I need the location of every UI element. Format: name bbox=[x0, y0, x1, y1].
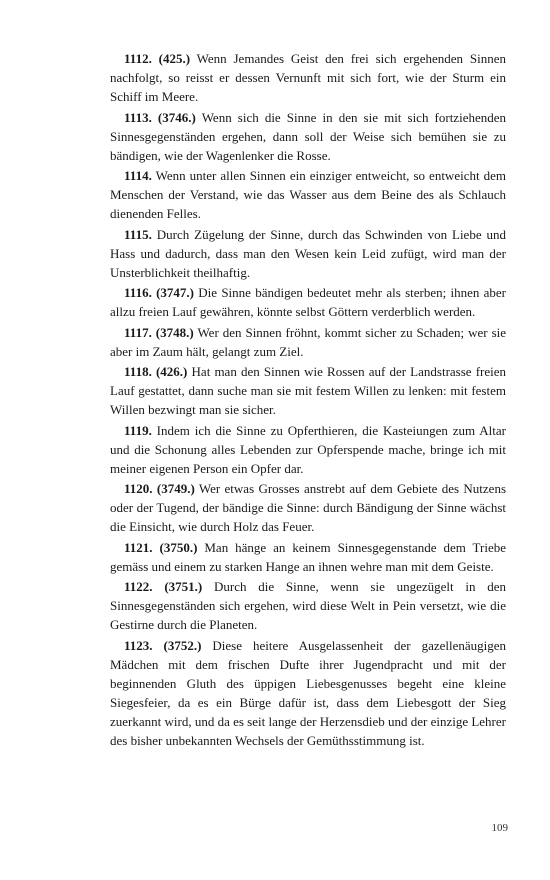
entry bbox=[110, 577, 506, 634]
entry-reference: (426.) bbox=[155, 364, 188, 379]
text-block bbox=[110, 49, 506, 751]
entry bbox=[110, 421, 506, 478]
entry-number: 1118. bbox=[124, 364, 152, 379]
entry-text: Durch die Sinne, wenn sie ungezügelt in den Sinnesgegenständen sich ergehen, wird diese Welt in Pein versetzt, wie die Gestirne durch die Planeten. bbox=[110, 579, 507, 632]
entry-number: 1121. bbox=[124, 539, 153, 555]
entry-number: 1122. bbox=[124, 579, 153, 594]
entry-reference: (3751.) bbox=[164, 579, 203, 594]
entry bbox=[110, 166, 506, 223]
entry-reference: (3750.) bbox=[159, 539, 198, 555]
entry-number: 1112. bbox=[124, 51, 152, 66]
entry-text: Man hänge an keinem Sinnesgegenstande dem Triebe gemäss und einem zu starken Hange an ihnen wehre man mit dem Geiste. bbox=[110, 539, 507, 574]
entry-text: Wenn Jemandes Geist den frei sich ergehenden Sinnen nachfolgt, so reisst er dessen Vernunft mit sich fort, wie der Sturm ein Schiff im Meere. bbox=[110, 51, 506, 104]
entry-number: 1116. bbox=[124, 285, 152, 300]
entry-number: 1120. bbox=[124, 481, 153, 496]
entry-text: Wenn unter allen Sinnen ein einziger entweicht, so entweicht dem Menschen der Verstand, wie das Wasser aus dem Beine des als Schlauch dienenden Felles. bbox=[110, 168, 506, 221]
entry bbox=[110, 362, 506, 419]
entry bbox=[110, 636, 506, 750]
entry bbox=[110, 108, 506, 165]
entry-number: 1114. bbox=[124, 168, 152, 183]
entry-text: Wer etwas Grosses anstrebt auf dem Gebiete des Nutzens oder der Tugend, der bändige die Sinne: durch Bändigung der Sinne wächst die Einsicht, wie durch Holz das Feuer. bbox=[110, 481, 507, 534]
entry bbox=[110, 538, 506, 576]
entry-reference: (3746.) bbox=[157, 109, 196, 125]
entry-text: Diese heitere Ausgelassenheit der gazellenäugigen Mädchen mit dem frischen Dufte ihrer Jugendpracht und mit der beginnenden Gluth des üppigen Liebesgenusses begeht eine kleine Siegesfeier, da es ein Bürge dafür ist, dass dem Liebesgott der Sieg zuerkannt wird, und da es seit lange der Herzensdieb und der einzige Lehrer des bisher unbekannten Wechsels der Gemüthsstimmung ist. bbox=[110, 637, 507, 748]
entry-number: 1119. bbox=[124, 422, 152, 438]
entry-reference: (3747.) bbox=[156, 285, 195, 300]
entry bbox=[110, 283, 506, 321]
entry bbox=[110, 323, 506, 361]
entry bbox=[110, 225, 506, 282]
entry-reference: (3748.) bbox=[155, 324, 194, 340]
page-number: 109 bbox=[491, 822, 508, 834]
entry-text: Indem ich die Sinne zu Opferthieren, die Kasteiungen zum Altar und die Schonung alles Lebenden zur Opferspende mache, bringe ich mit meiner eigenen Person ein Opfer dar. bbox=[110, 422, 506, 476]
entry-text: Durch Zügelung der Sinne, durch das Schwinden von Liebe und Hass und dadurch, dass man den Wesen kein Leid zufügt, wird man der Unsterblichkeit theilhaftig. bbox=[110, 226, 507, 280]
entry-text: Wer den Sinnen fröhnt, kommt sicher zu Schaden; wer sie aber im Zaum hält, gelangt zum Ziel. bbox=[110, 324, 507, 359]
entry-reference: (425.) bbox=[158, 51, 191, 66]
entry bbox=[110, 479, 506, 536]
entry-number: 1113. bbox=[124, 109, 152, 125]
entry-reference: (3752.) bbox=[163, 637, 202, 653]
entry bbox=[110, 49, 506, 106]
entry-number: 1117. bbox=[124, 324, 152, 340]
entry-text: Hat man den Sinnen wie Rossen auf der Landstrasse freien Lauf gestattet, dann suche man sie mit festem Willen zu lenken: mit festem Willen bezwingt man sie sicher. bbox=[110, 364, 506, 417]
entry-reference: (3749.) bbox=[156, 481, 195, 496]
entry-number: 1123. bbox=[124, 637, 153, 653]
entry-text: Die Sinne bändigen bedeutet mehr als sterben; ihnen aber allzu freien Lauf gewähren, könnte selbst Göttern verderblich werden. bbox=[110, 285, 507, 319]
entry-number: 1115. bbox=[124, 226, 152, 242]
entry-text: Wenn sich die Sinne in den sie mit sich fortziehenden Sinnesgegenständen ergehen, dann soll der Weise sich bemühen sie zu bändigen, wie der Wagenlenker die Rosse. bbox=[110, 109, 507, 163]
